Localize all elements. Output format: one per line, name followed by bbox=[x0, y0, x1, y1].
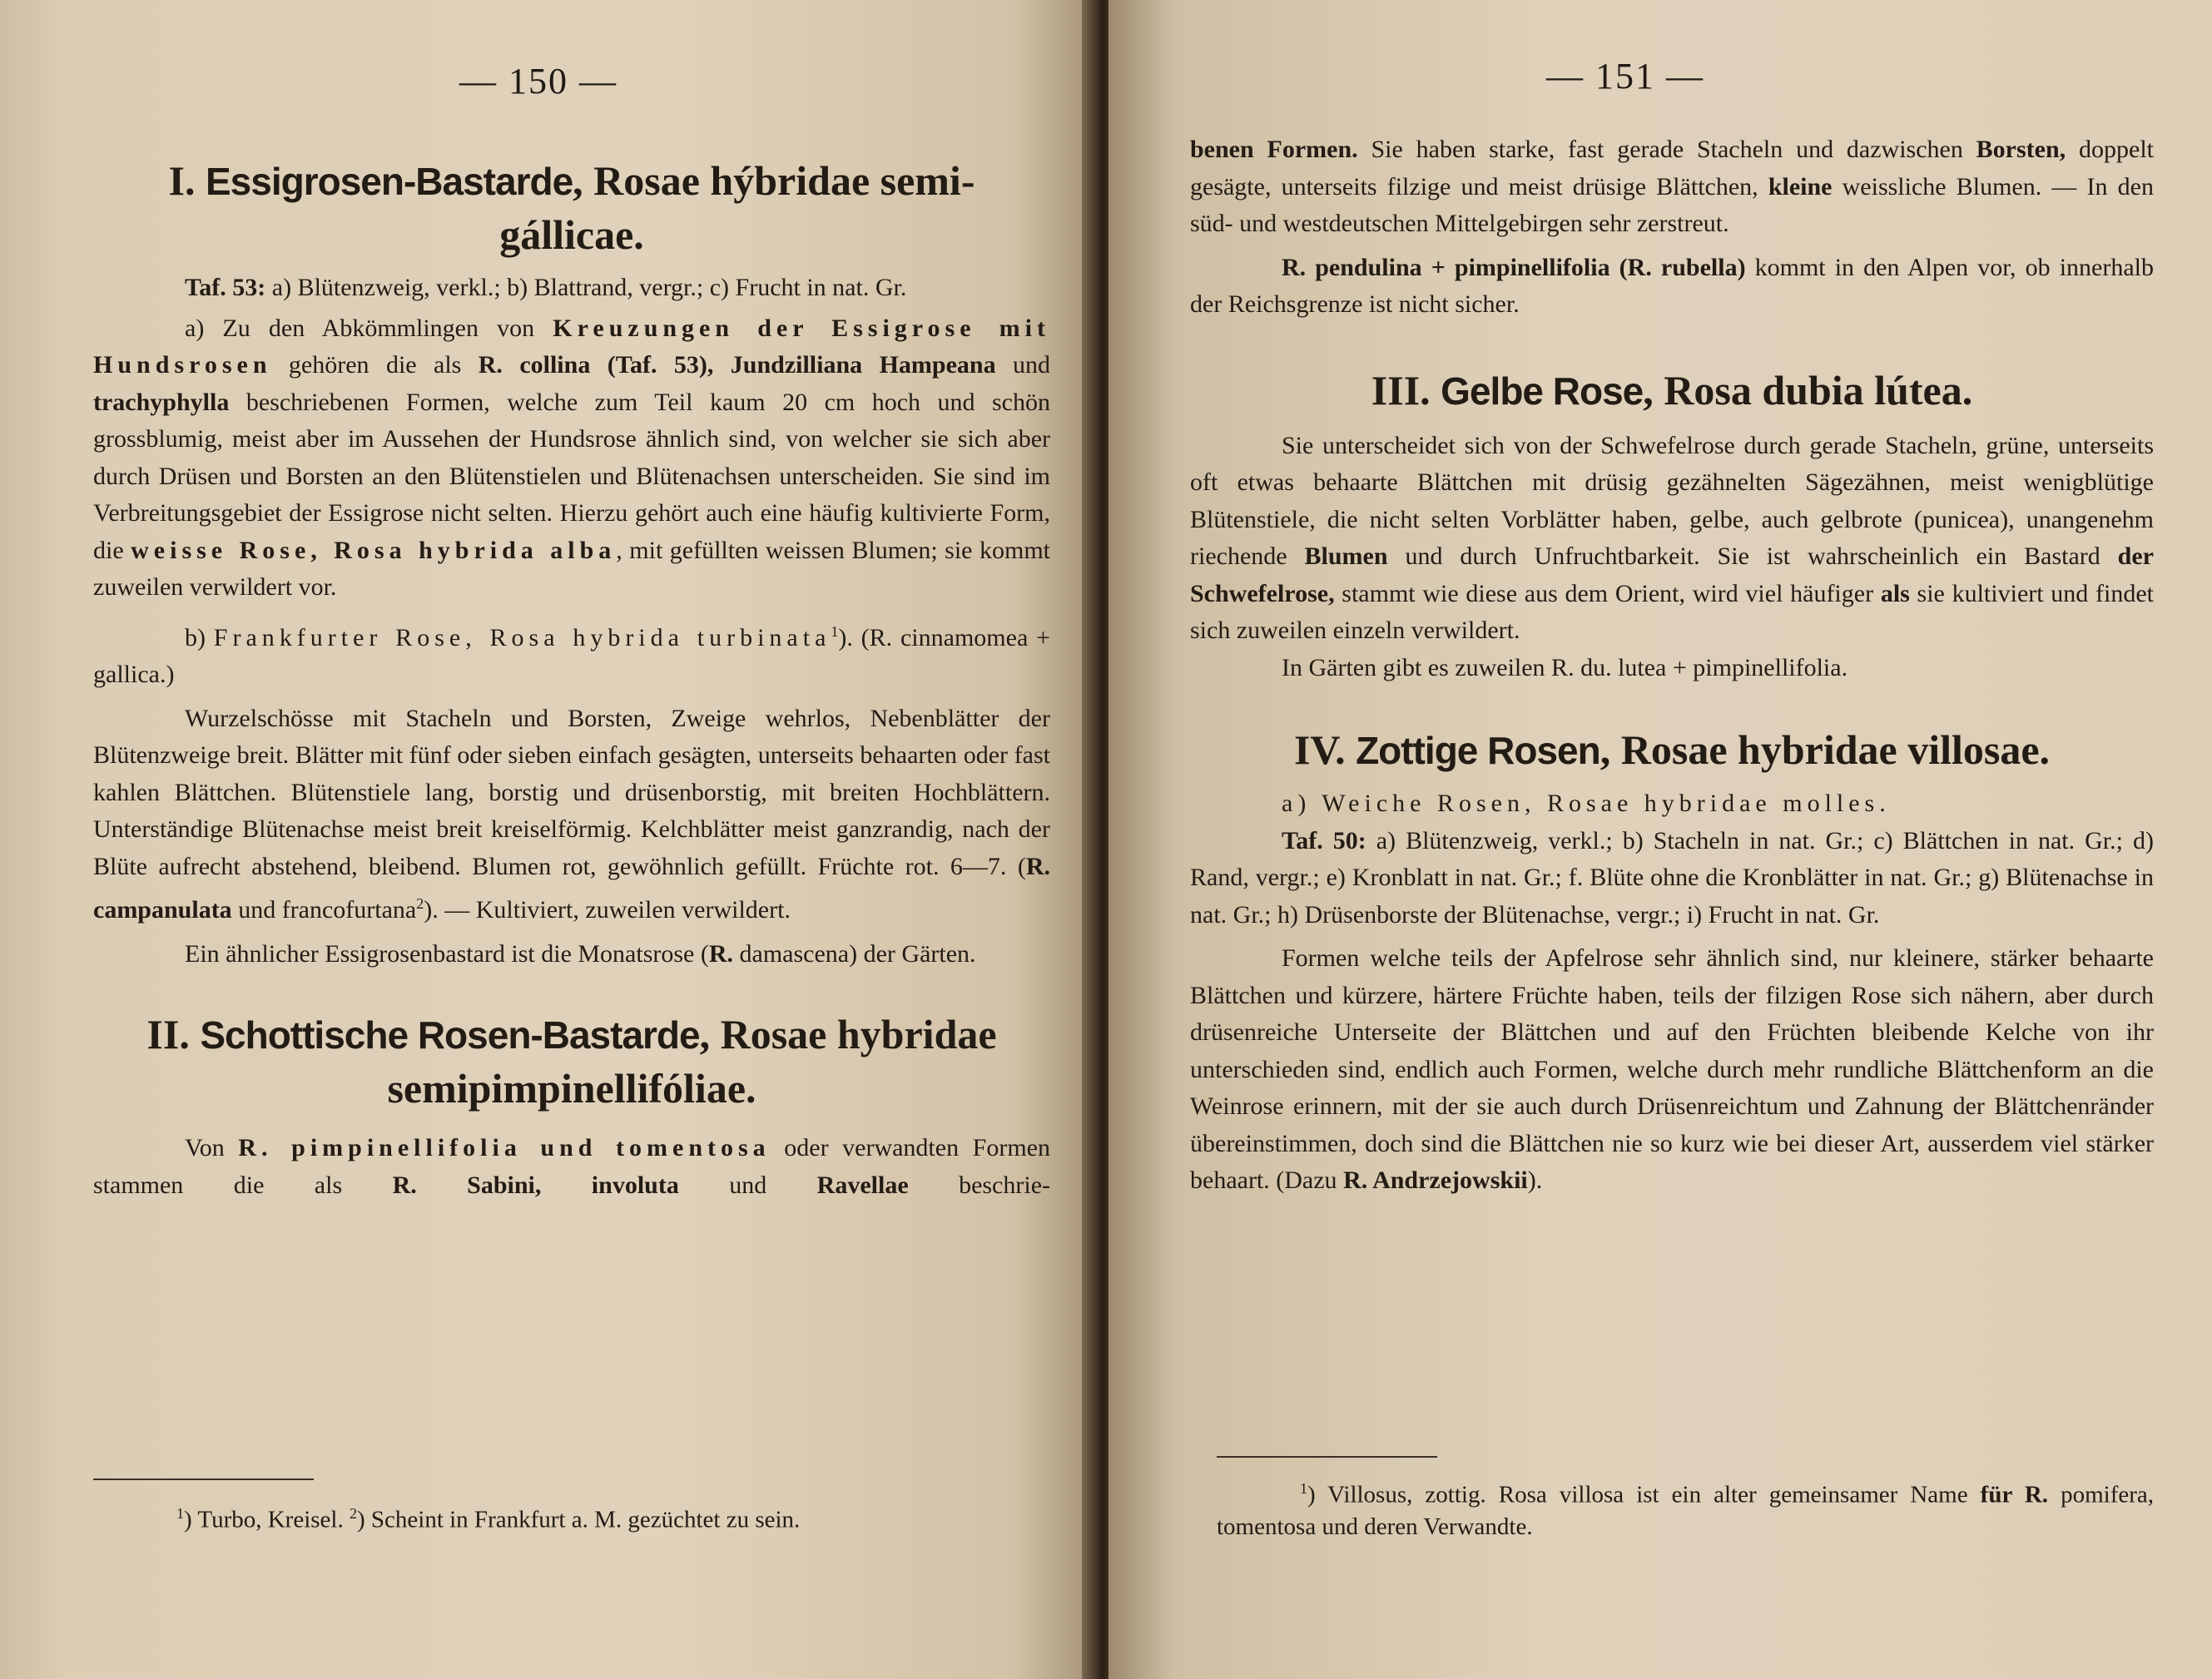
species-name: Ravellae bbox=[816, 1171, 909, 1199]
spaced-term: Frankfurter Rose, Rosa hybrida turbinata bbox=[213, 623, 831, 651]
spaced-term: weisse Rose, Rosa hybrida alba bbox=[131, 536, 617, 564]
species-names: R. pendulina + pimpinellifolia (R. rubella) bbox=[1282, 253, 1746, 281]
paragraph-rubella bbox=[1190, 250, 2154, 324]
footnote-ref: 2 bbox=[416, 895, 424, 912]
text-run: beschrie- bbox=[908, 1171, 1050, 1199]
plate-label: Taf. 50: bbox=[1282, 826, 1366, 854]
section-heading-essigrosen bbox=[93, 154, 1050, 261]
text-run: doppelt gesägte, unterseits filzige und meist drüsige Blättchen, bbox=[1190, 136, 2154, 201]
left-page-body bbox=[93, 154, 1050, 1204]
left-footnotes bbox=[93, 1498, 1050, 1536]
plate-text: a) Blütenzweig, verkl.; b) Stacheln in nat. Gr.; c) Blättchen in nat. Gr.; d) Rand, vergr.; e) Kronblatt in nat. Gr.; f. Blüte ohne die Kronblätter in nat. Gr.; g) Blütenachse in nat. Gr.; h) Drüsenborste der Blütenachse, vergr.; i) Frucht in nat. Gr. bbox=[1190, 826, 2154, 929]
right-page bbox=[1108, 0, 2212, 1679]
footnote-ref: 1 bbox=[831, 622, 839, 640]
heading-number: II. bbox=[146, 1011, 190, 1057]
heading-latin: , Rosae hybridae villosae. bbox=[1599, 726, 2051, 773]
text-run: und bbox=[678, 1171, 817, 1199]
heading-number: I. bbox=[168, 157, 196, 204]
footnote-text: ) Villosus, zottig. Rosa villosa ist ein alter gemeinsamer Name bbox=[1307, 1481, 1981, 1508]
paragraph-gelbe-rose bbox=[1190, 428, 2154, 650]
heading-number: III. bbox=[1371, 366, 1431, 414]
text-run: und bbox=[231, 896, 282, 924]
paragraph-pimpinellifolia bbox=[93, 1130, 1050, 1204]
heading-latin-cont: semipimpinellifóliae. bbox=[387, 1065, 756, 1112]
text-run: damascena) der Gärten. bbox=[733, 939, 976, 968]
section-heading-zottige-rosen bbox=[1190, 723, 2154, 777]
heading-latin: , Rosae hybridae bbox=[699, 1011, 997, 1057]
text-run: stammt wie diese aus dem Orient, wird viel häufiger bbox=[1334, 579, 1881, 607]
heading-title: Zottige Rosen bbox=[1356, 729, 1600, 772]
text-run: und bbox=[995, 351, 1050, 379]
footnote-rule bbox=[93, 1478, 314, 1480]
species-name: trachyphylla bbox=[93, 388, 230, 416]
heading-latin: , Rosa dubia lútea. bbox=[1643, 366, 1973, 414]
text-run: sie kultiviert und findet sich zuweilen einzeln verwildert. bbox=[1190, 579, 2155, 644]
paragraph-kreuzungen bbox=[93, 310, 1050, 607]
text-run: beschriebenen Formen, welche zum Teil kaum 20 cm hoch und schön grossblumig, meist aber im Aussehen der Hundsrose ähnlich sind, von welcher sie sich aber durch Drüsen und Borsten an den Blütenstielen und Blütenachsen unterscheiden. Sie sind im Verbreitungsgebiet der Essigrose nicht selten. Hierzu gehört auch eine häufig kultivierte Form, die bbox=[93, 388, 1050, 564]
text-run: ). bbox=[1527, 1166, 1543, 1194]
spaced-term: R. pimpinellifolia und tomentosa bbox=[238, 1134, 771, 1161]
footnote bbox=[1217, 1473, 2154, 1543]
paragraph-monatsrose bbox=[93, 936, 1050, 973]
right-footnotes bbox=[1217, 1473, 2154, 1543]
bold-run: benen Formen. bbox=[1190, 136, 1358, 163]
species-name: R. campanulata bbox=[93, 852, 1050, 924]
footnote-mark: 1 bbox=[176, 1505, 184, 1522]
page-number-151: — 151 — bbox=[1546, 56, 1704, 97]
paragraph-continued bbox=[1190, 131, 2154, 243]
plate-text: a) Blütenzweig, verkl.; b) Blattrand, vergr.; c) Frucht in nat. Gr. bbox=[265, 274, 907, 301]
heading-latin-cont: gállicae. bbox=[499, 211, 644, 258]
text-run: gehören die als bbox=[271, 351, 479, 379]
section-heading-gelbe-rose bbox=[1190, 364, 2154, 418]
text-run: Sie haben starke, fast gerade Stacheln und dazwischen bbox=[1357, 136, 1976, 163]
text-run: , mit gefüllten weissen Blumen; sie kommt zuweilen verwildert vor. bbox=[93, 536, 1050, 601]
spaced-term: Kreuzungen der Essigrose mit Hundsrosen bbox=[93, 314, 1050, 379]
footnote-text: pomifera, tomentosa und deren Verwandte. bbox=[1217, 1481, 2155, 1540]
species-name: francofurtana bbox=[281, 896, 417, 924]
bold-run: kleine bbox=[1768, 172, 1833, 201]
text-run: Ein ähnlicher Essigrosenbastard ist die Monatsrose ( bbox=[185, 939, 709, 968]
heading-title: Essigrosen-Bastarde bbox=[205, 160, 573, 203]
text-run: Sie unterscheidet sich von der Schwefelrose durch gerade Stacheln, grüne, unterseits oft etwas behaarte Blättchen mit drüsig gezähnelten Sägezähnen, meist wenigblütige Blütenstiele, die nicht selten Vorblätter haben, gelbe, auch gelbrote (punicea), unangenehm riechende bbox=[1190, 431, 2154, 570]
species-name: R. Andrzejowskii bbox=[1343, 1166, 1528, 1194]
species-names: R. collina (Taf. 53), Jundzilliana Hampeana bbox=[478, 351, 996, 379]
heading-title: Schottische Rosen-Bastarde bbox=[200, 1013, 700, 1057]
section-heading-schottische bbox=[93, 1008, 1050, 1115]
footnote-text: ) Scheint in Frankfurt a. M. gezüchtet zu sein. bbox=[356, 1506, 801, 1533]
plate-caption-taf53 bbox=[93, 270, 1050, 307]
species-names: R. Sabini, involuta bbox=[392, 1171, 679, 1199]
bold-run: Blumen bbox=[1304, 542, 1388, 570]
left-page bbox=[0, 0, 1100, 1679]
paragraph-formen bbox=[1190, 940, 2154, 1200]
text-run: Formen welche teils der Apfelrose sehr ähnlich sind, nur kleinere, stärker behaarte Blättchen und kürzere, härtere Früchte haben, teils der filzigen Rose sich nähern, aber durch drüsenreiche Unterseite der Blättchen und auf den Früchten bleibende Kelche von ihr unterschieden sind, endlich auch Formen, welche durch mehr rundliche Blättchenform an die Weinrose erinnern, mit der sie auch durch Drüsenreichtum und Zahnung der Blättchenränder übereinstimmen, doch sind die Blättchen nie so kurz wie bei dieser Art, ausserdem viel stärker behaart. (Dazu bbox=[1190, 944, 2154, 1194]
footnote bbox=[93, 1498, 1050, 1536]
subheading-weiche-rosen: a) Weiche Rosen, Rosae hybridae molles. bbox=[1282, 790, 1891, 817]
text-run: Wurzelschösse mit Stacheln und Borsten, Zweige wehrlos, Nebenblätter der Blütenzweige breit. Blätter mit fünf oder sieben einfach gesägten, unterseits behaarten oder fast kahlen Blättchen. Blütenstiele lang, borstig und drüsenborstig, mit breiten Hochblättern. Unterständige Blütenachse meist breit kreiselförmig. Kelchblätter meist ganzrandig, nach der Blüte aufrecht abstehend, bleibend. Blumen rot, gewöhnlich gefüllt. Früchte rot. 6—7. ( bbox=[93, 704, 1050, 880]
page-number-150: — 150 — bbox=[459, 61, 617, 102]
paragraph-gaerten: In Gärten gibt es zuweilen R. du. lutea + pimpinellifolia. bbox=[1282, 653, 1848, 681]
text-run: kommt in den Alpen vor, ob innerhalb der Reichsgrenze ist nicht sicher. bbox=[1190, 253, 2154, 318]
bold-run: als bbox=[1880, 579, 1910, 607]
text-run: oder verwandten Formen stammen die als bbox=[93, 1134, 1050, 1199]
text-run: ). — Kultiviert, zuweilen verwildert. bbox=[424, 896, 791, 924]
paragraph-frankfurter bbox=[93, 613, 1050, 694]
text-run: Von bbox=[185, 1134, 239, 1161]
footnote-mark: 1 bbox=[1300, 1480, 1307, 1497]
species-abbrev: R. bbox=[708, 939, 734, 968]
text-run: b) bbox=[185, 623, 214, 651]
heading-latin: , Rosae hýbridae semi- bbox=[573, 157, 975, 204]
plate-label: Taf. 53: bbox=[185, 274, 266, 301]
text-run: ). (R. cinnamomea + gallica.) bbox=[93, 623, 1050, 688]
text-run: weissliche Blumen. — In den süd- und westdeutschen Mittelgebirgen sehr zerstreut. bbox=[1190, 172, 2154, 237]
heading-number: IV. bbox=[1293, 726, 1346, 773]
paragraph-description bbox=[93, 701, 1050, 929]
text-run: a) Zu den Abkömmlingen von bbox=[185, 314, 553, 342]
heading-title: Gelbe Rose bbox=[1441, 369, 1644, 413]
bold-run: für R. bbox=[1980, 1481, 2049, 1508]
plate-caption-taf50 bbox=[1190, 823, 2154, 934]
footnote-text: ) Turbo, Kreisel. bbox=[184, 1506, 350, 1533]
bold-run: Borsten, bbox=[1976, 136, 2066, 163]
right-page-body bbox=[1190, 131, 2154, 1200]
footnote-rule bbox=[1217, 1456, 1437, 1458]
text-run: und durch Unfruchtbarkeit. Sie ist wahrscheinlich ein Bastard bbox=[1387, 542, 2118, 570]
bold-run: der Schwefelrose, bbox=[1190, 542, 2154, 607]
footnote-mark: 2 bbox=[349, 1505, 357, 1522]
